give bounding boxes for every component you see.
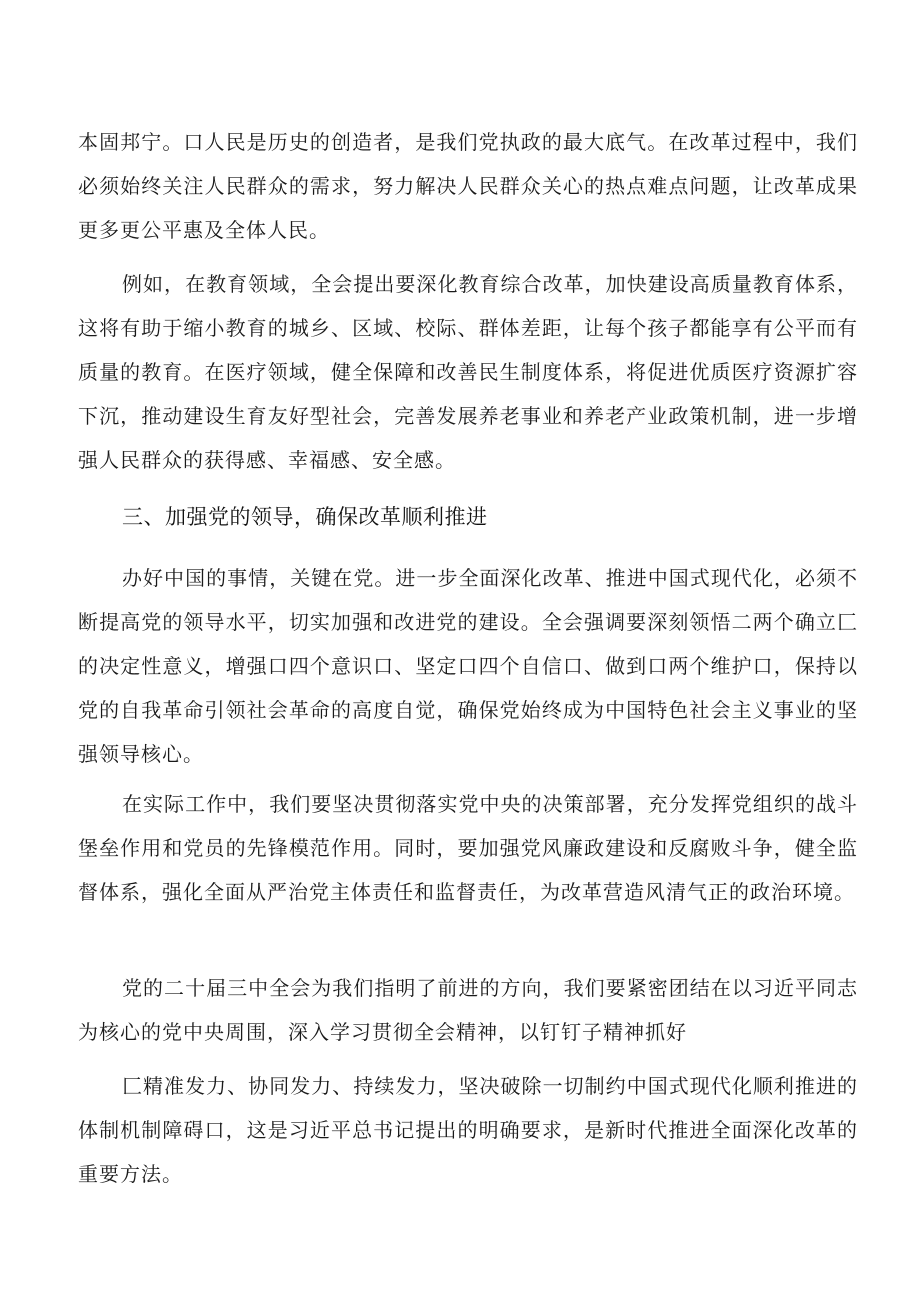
paragraph-practical-work: 在实际工作中，我们要坚决贯彻落实党中央的决策部署，充分发挥党组织的战斗堡垒作用和党员的先锋模范作用。同时，要加强党风廉政建设和反腐败斗争，健全监督体系，强化全面从严治党主体责任和监督责任，为改革营造风清气正的政治环境。 [78, 792, 858, 904]
paragraph-plenary-direction: 党的二十届三中全会为我们指明了前进的方向，我们要紧密团结在以习近平同志为核心的党中央周围，深入学习贯彻全会精神，以钉钉子精神抓好 [78, 976, 858, 1044]
paragraph-party-leadership: 办好中国的事情，关键在党。进一步全面深化改革、推进中国式现代化，必须不断提高党的领导水平，切实加强和改进党的建设。全会强调要深刻领悟二两个确立匚的决定性意义，增强口四个意识口、坚定口四个自信口、做到口两个维护口，保持以党的自我革命引领社会革命的高度自觉，确保党始终成为中国特色社会主义事业的坚强领导核心。 [78, 566, 858, 766]
paragraph-continuation: 本固邦宁。口人民是历史的创造者，是我们党执政的最大底气。在改革过程中，我们必须始终关注人民群众的需求，努力解决人民群众关心的热点难点问题，让改革成果更多更公平惠及全体人民。 [78, 130, 858, 242]
paragraph-examples: 例如，在教育领域，全会提出要深化教育综合改革，加快建设高质量教育体系，这将有助于缩小教育的城乡、区域、校际、群体差距，让每个孩子都能享有公平而有质量的教育。在医疗领域，健全保障和改善民生制度体系，将促进优质医疗资源扩容下沉，推动建设生育友好型社会，完善发展养老事业和养老产业政策机制，进一步增强人民群众的获得感、幸福感、安全感。 [78, 272, 858, 472]
section-heading: 三、加强党的领导，确保改革顺利推进 [122, 505, 488, 529]
paragraph-requirements: 匚精准发力、协同发力、持续发力，坚决破除一切制约中国式现代化顺利推进的体制机制障碍口，这是习近平总书记提出的明确要求，是新时代推进全面深化改革的重要方法。 [78, 1074, 858, 1186]
